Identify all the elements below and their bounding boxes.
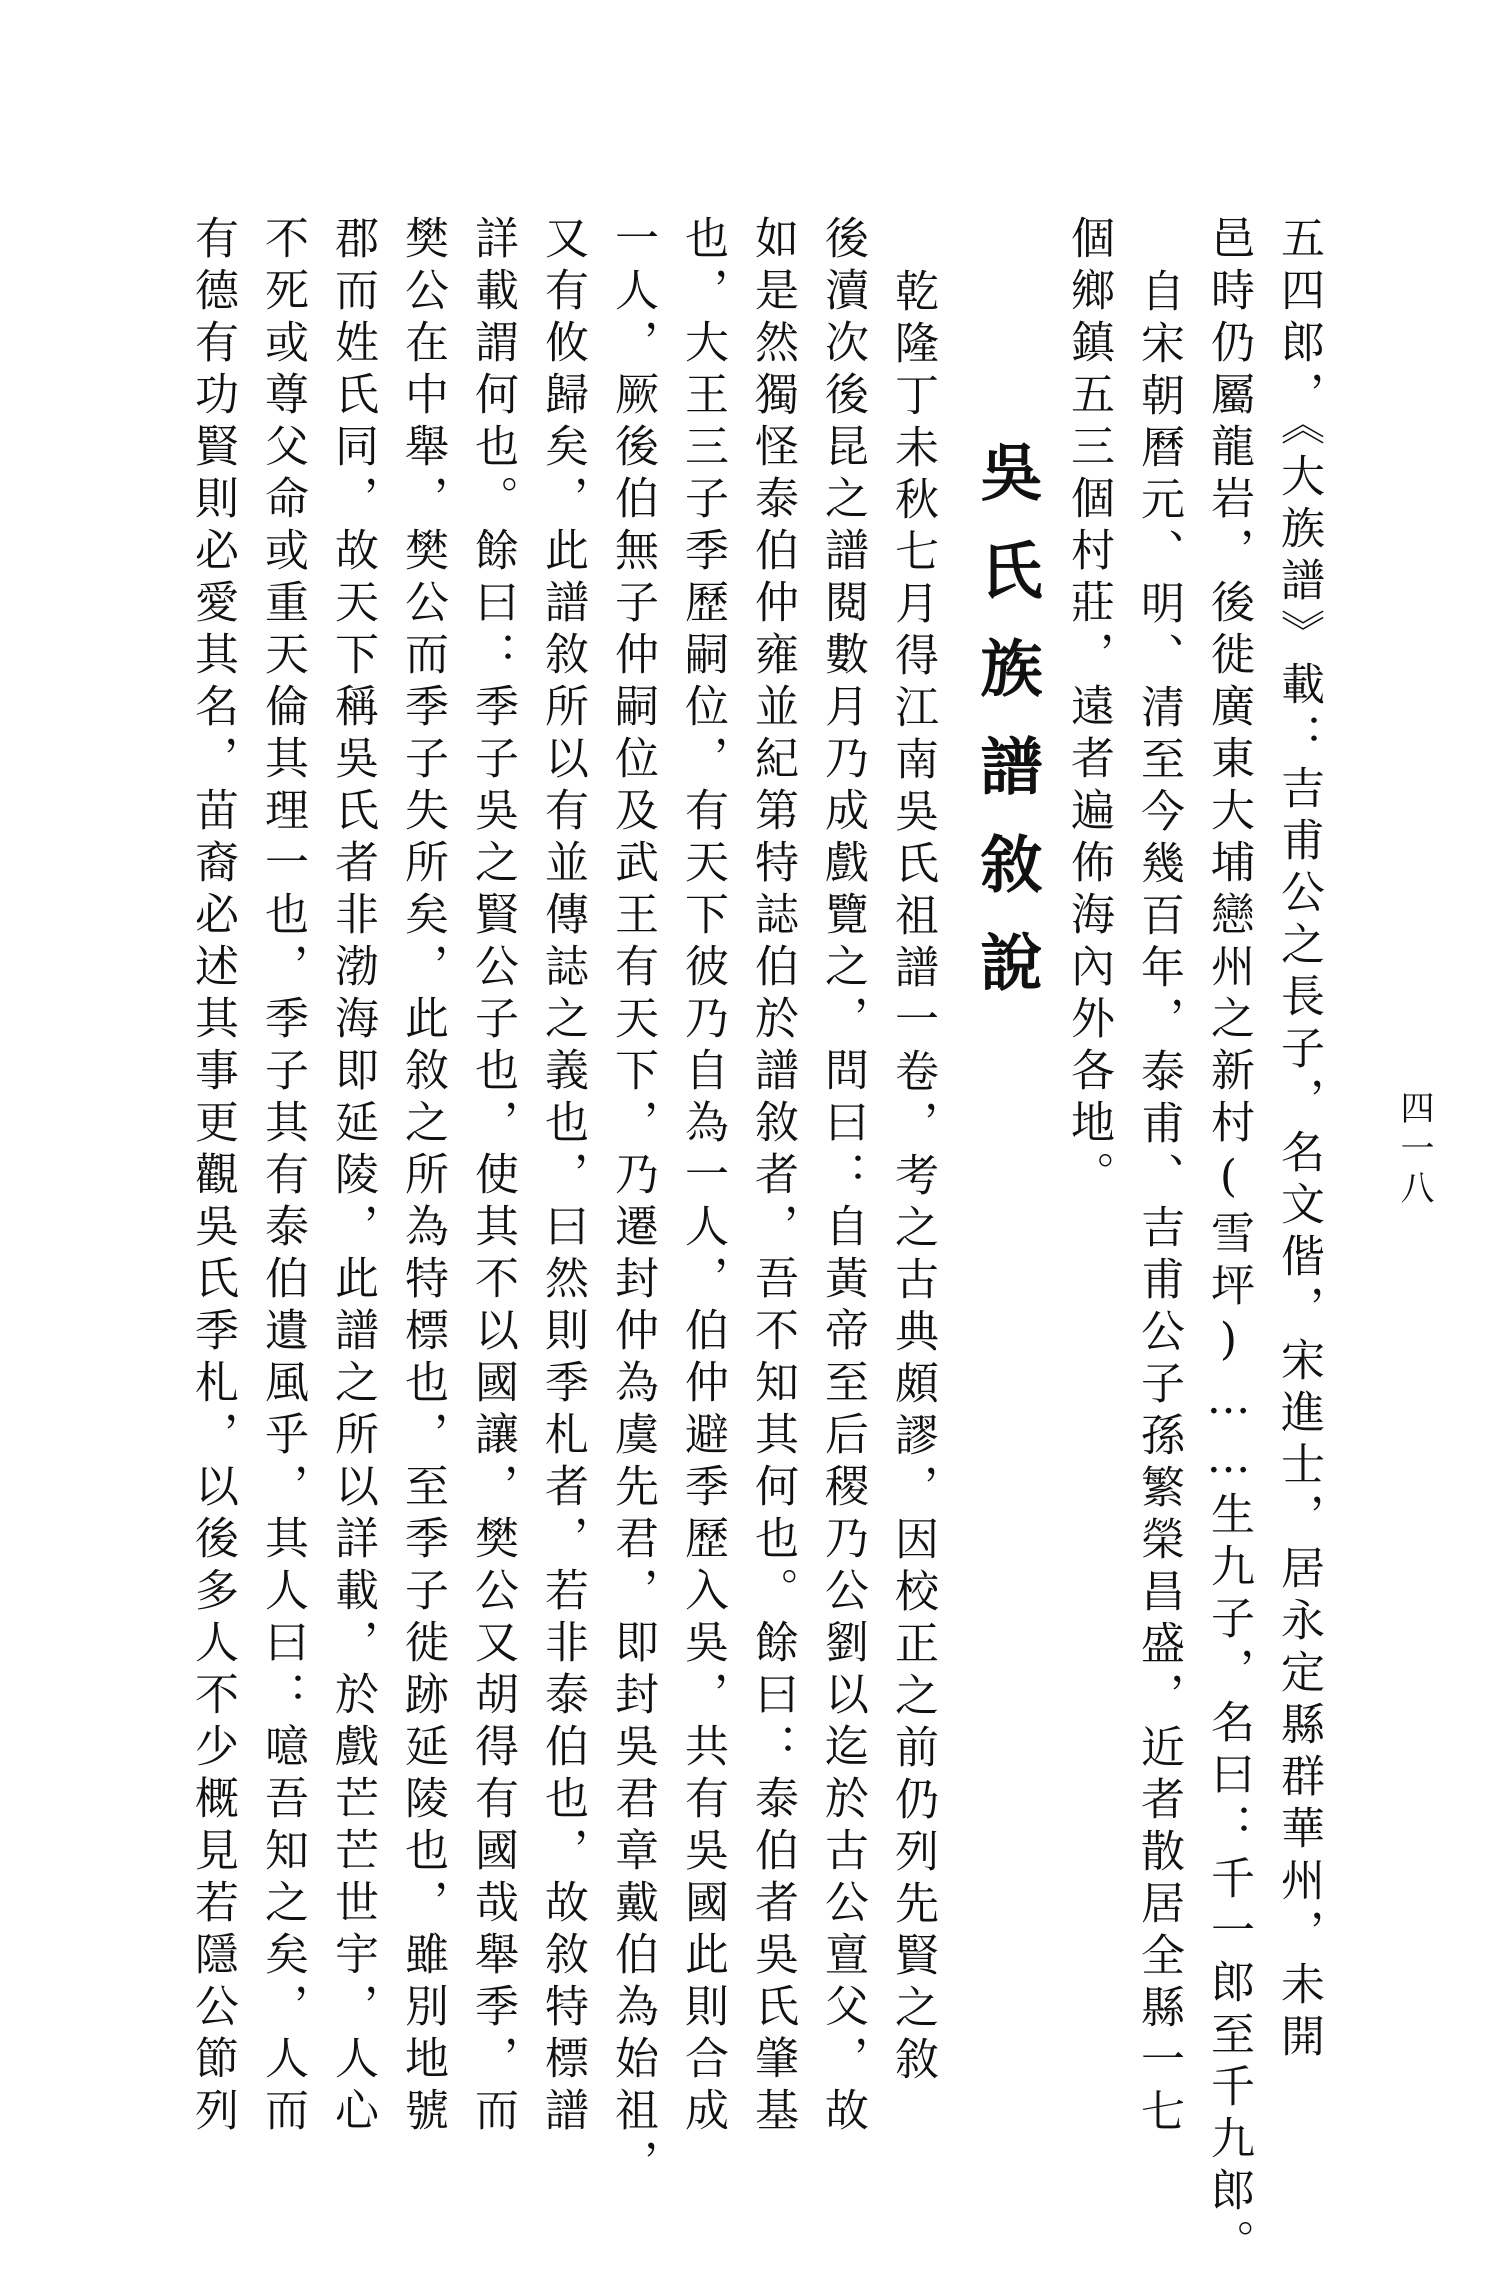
body-column-11: 有德有功賢則必愛其名，苗裔必述其事更觀吳氏季札，以後多人不少概見若隱公節列: [187, 215, 238, 2139]
prior-section-column-2: 邑時仍屬龍岩，後徙廣東大埔戀州之新村(雪坪)……生九子，名曰：千一郎至千九郎。: [1203, 215, 1254, 2271]
prior-section-column-3: 自宋朝曆元、明、清至今幾百年，泰甫、吉甫公子孫繁榮昌盛，近者散居全縣一七: [1133, 268, 1184, 2140]
body-column-6: 又有攸歸矣，此譜敘所以有並傳誌之義也，曰然則季札者，若非泰伯也，故敘特標譜: [537, 215, 588, 2139]
section-title: 吳氏族譜敘說: [970, 440, 1043, 1028]
body-column-3: 如是然獨怪泰伯仲雍並紀第特誌伯於譜敘者，吾不知其何也。餘曰：泰伯者吳氏肇基: [747, 215, 798, 2139]
body-column-7: 詳載謂何也。餘曰：季子吳之賢公子也，使其不以國讓，樊公又胡得有國哉舉季，而: [467, 215, 518, 2139]
prior-section-column-1: 五四郎，《大族譜》載：吉甫公之長子，名文偕，宋進士，居永定縣群華州，未開: [1273, 215, 1324, 2065]
body-column-4: 也，大王三子季歷嗣位，有天下彼乃自為一人，伯仲避季歷入吳，共有吳國此則合成: [677, 215, 728, 2139]
body-column-2: 後瀆次後昆之譜閱數月乃成戲覽之，問曰：自黃帝至后稷乃公劉以迄於古公亶父，故: [817, 215, 868, 2139]
body-column-8: 樊公在中舉，樊公而季子失所矣，此敘之所為特標也，至季子徙跡延陵也，雖別地號: [397, 215, 448, 2139]
body-column-9: 郡而姓氏同，故天下稱吳氏者非渤海即延陵，此譜之所以詳載，於戲芒芒世宇，人心: [327, 215, 378, 2139]
page-number: 四一八: [1394, 1090, 1434, 1210]
prior-section-column-4: 個鄉鎮五三個村莊，遠者遍佈海內外各地。: [1063, 215, 1114, 1203]
body-column-10: 不死或尊父命或重天倫其理一也，季子其有泰伯遺風乎，其人曰：噫吾知之矣，人而: [257, 215, 308, 2139]
body-column-5: 一人，厥後伯無子仲嗣位及武王有天下，乃遷封仲為虞先君，即封吳君章戴伯為始祖，: [607, 215, 658, 2191]
body-column-1: 乾隆丁未秋七月得江南吳氏祖譜一卷，考之古典頗謬，因校正之前仍列先賢之敘: [887, 268, 938, 2088]
